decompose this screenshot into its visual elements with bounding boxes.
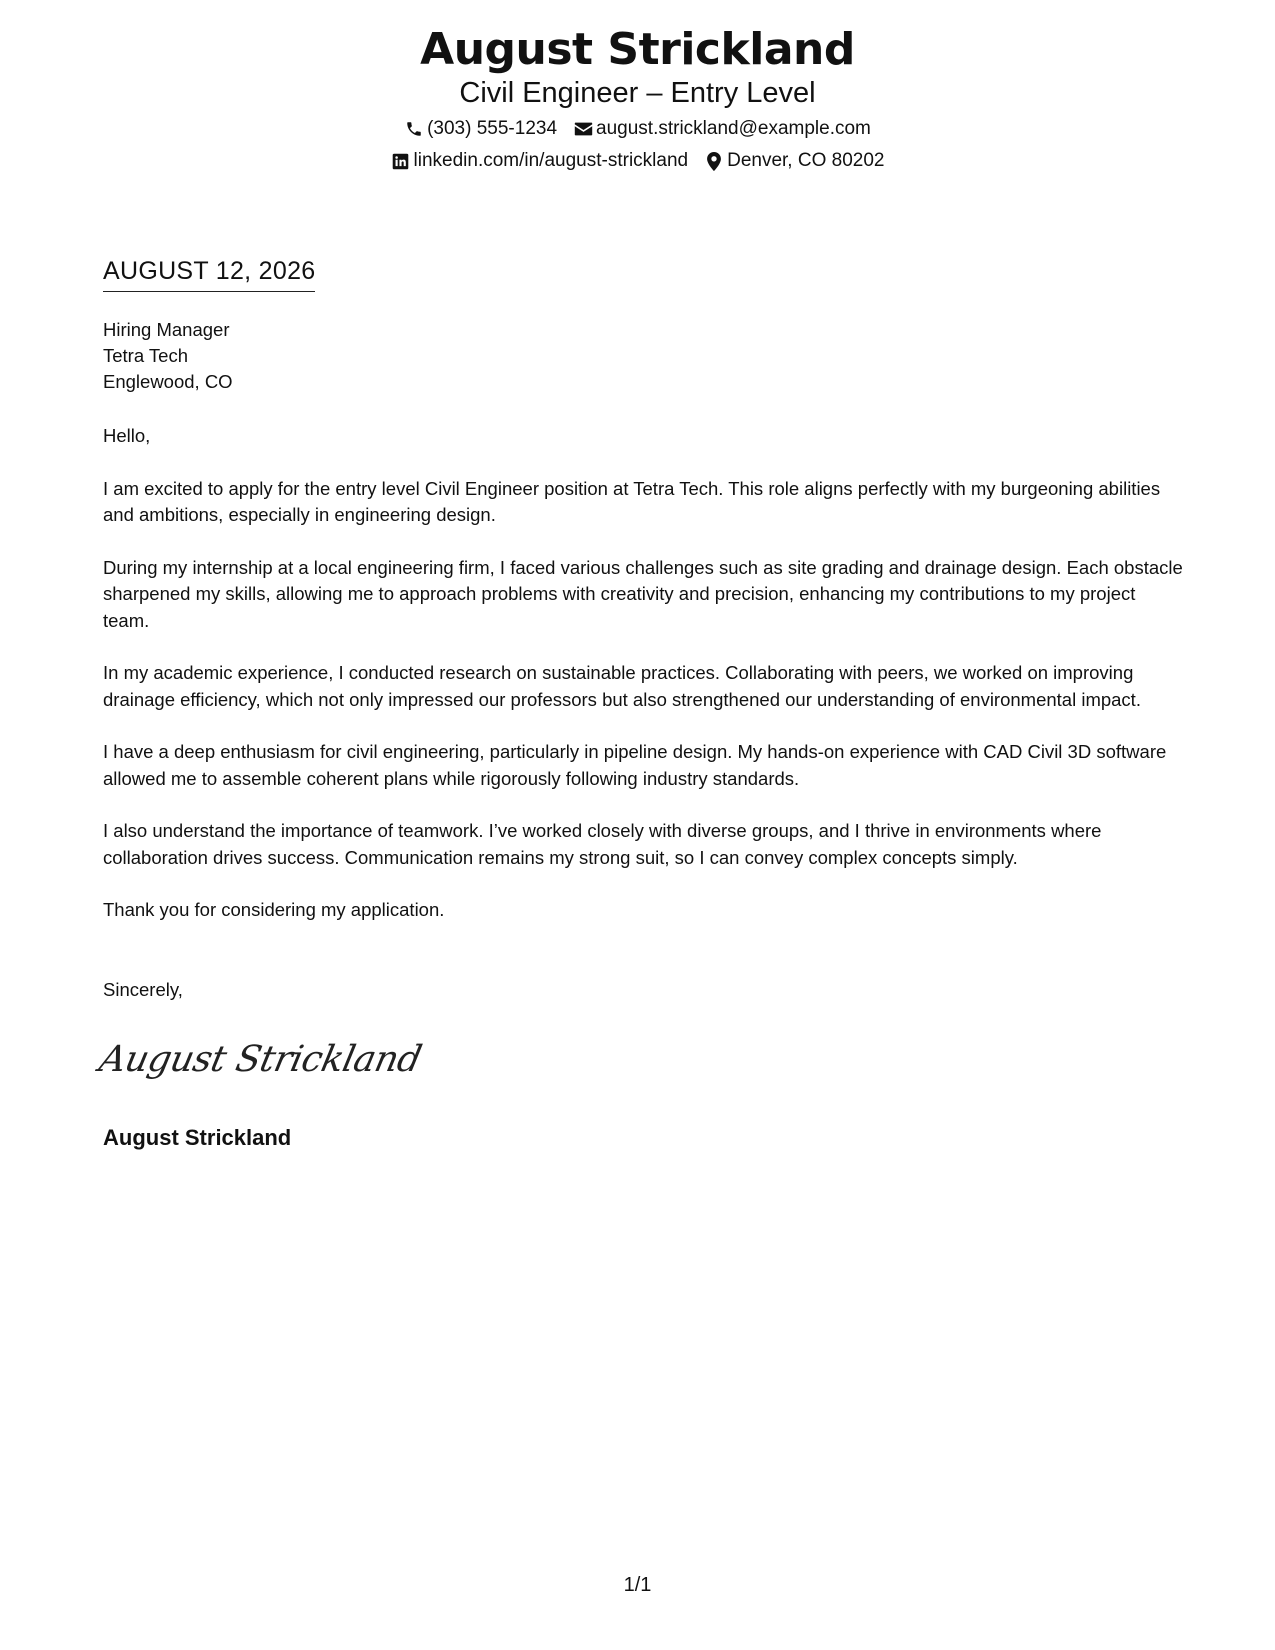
phone-icon — [404, 119, 424, 139]
signature-script: August Strickland — [95, 1039, 425, 1080]
location-text: Denver, CO 80202 — [727, 150, 885, 171]
recipient-block — [103, 317, 233, 395]
page-number: 1/1 — [623, 1574, 652, 1596]
map-marker-icon — [704, 151, 724, 171]
contact-email[interactable] — [573, 117, 871, 141]
recipient-name: Hiring Manager — [103, 319, 230, 340]
recipient-location: Englewood, CO — [103, 371, 233, 392]
letter-date: AUGUST 12, 2026 — [103, 256, 315, 292]
letter-header — [0, 22, 1275, 173]
recipient-company: Tetra Tech — [103, 345, 189, 366]
body-paragraph: In my academic experience, I conducted research on sustainable practices. Collaborating with peers, we worked on improving drainage efficiency, which not only impressed our professors but also strengthened our understanding of environmental impact. — [103, 662, 1141, 710]
letter-body — [103, 423, 1183, 950]
signer-name: August Strickland — [103, 1125, 292, 1150]
contact-row-1 — [0, 117, 1275, 141]
body-paragraph: During my internship at a local engineering firm, I faced various challenges such as site grading and drainage design. Each obstacle sharpened my skills, allowing me to approach problems with creativity and precision, enhancing my contributions to my project team. — [103, 556, 1183, 631]
contact-phone — [404, 117, 557, 141]
handwritten-signature — [95, 1036, 425, 1084]
applicant-name: August Strickland — [420, 24, 855, 75]
body-paragraph: I have a deep enthusiasm for civil engineering, particularly in pipeline design. My hands-on experience with CAD Civil 3D software allowed me to assemble coherent plans while rigorously following industry standards. — [103, 741, 1167, 789]
contact-location — [704, 149, 884, 173]
closing-text: Sincerely, — [103, 979, 183, 1000]
contact-row-2 — [0, 149, 1275, 173]
email-text[interactable]: august.strickland@example.com — [596, 118, 871, 139]
thank-you-paragraph: Thank you for considering my application. — [103, 899, 445, 920]
linkedin-icon — [391, 151, 411, 171]
greeting: Hello, — [103, 425, 151, 446]
body-paragraph: I am excited to apply for the entry level Civil Engineer position at Tetra Tech. This role aligns perfectly with my burgeoning abilities and ambitions, especially in engineering design. — [103, 477, 1161, 525]
linkedin-text[interactable]: linkedin.com/in/august-strickland — [413, 150, 689, 171]
applicant-title: Civil Engineer – Entry Level — [459, 77, 816, 109]
phone-text: (303) 555-1234 — [427, 118, 558, 139]
contact-linkedin[interactable] — [391, 149, 689, 173]
envelope-icon — [573, 119, 593, 139]
body-paragraph: I also understand the importance of teamwork. I’ve worked closely with diverse groups, and I thrive in environments where collaboration drives success. Communication remains my strong suit, so I can convey complex concepts simply. — [103, 820, 1102, 868]
